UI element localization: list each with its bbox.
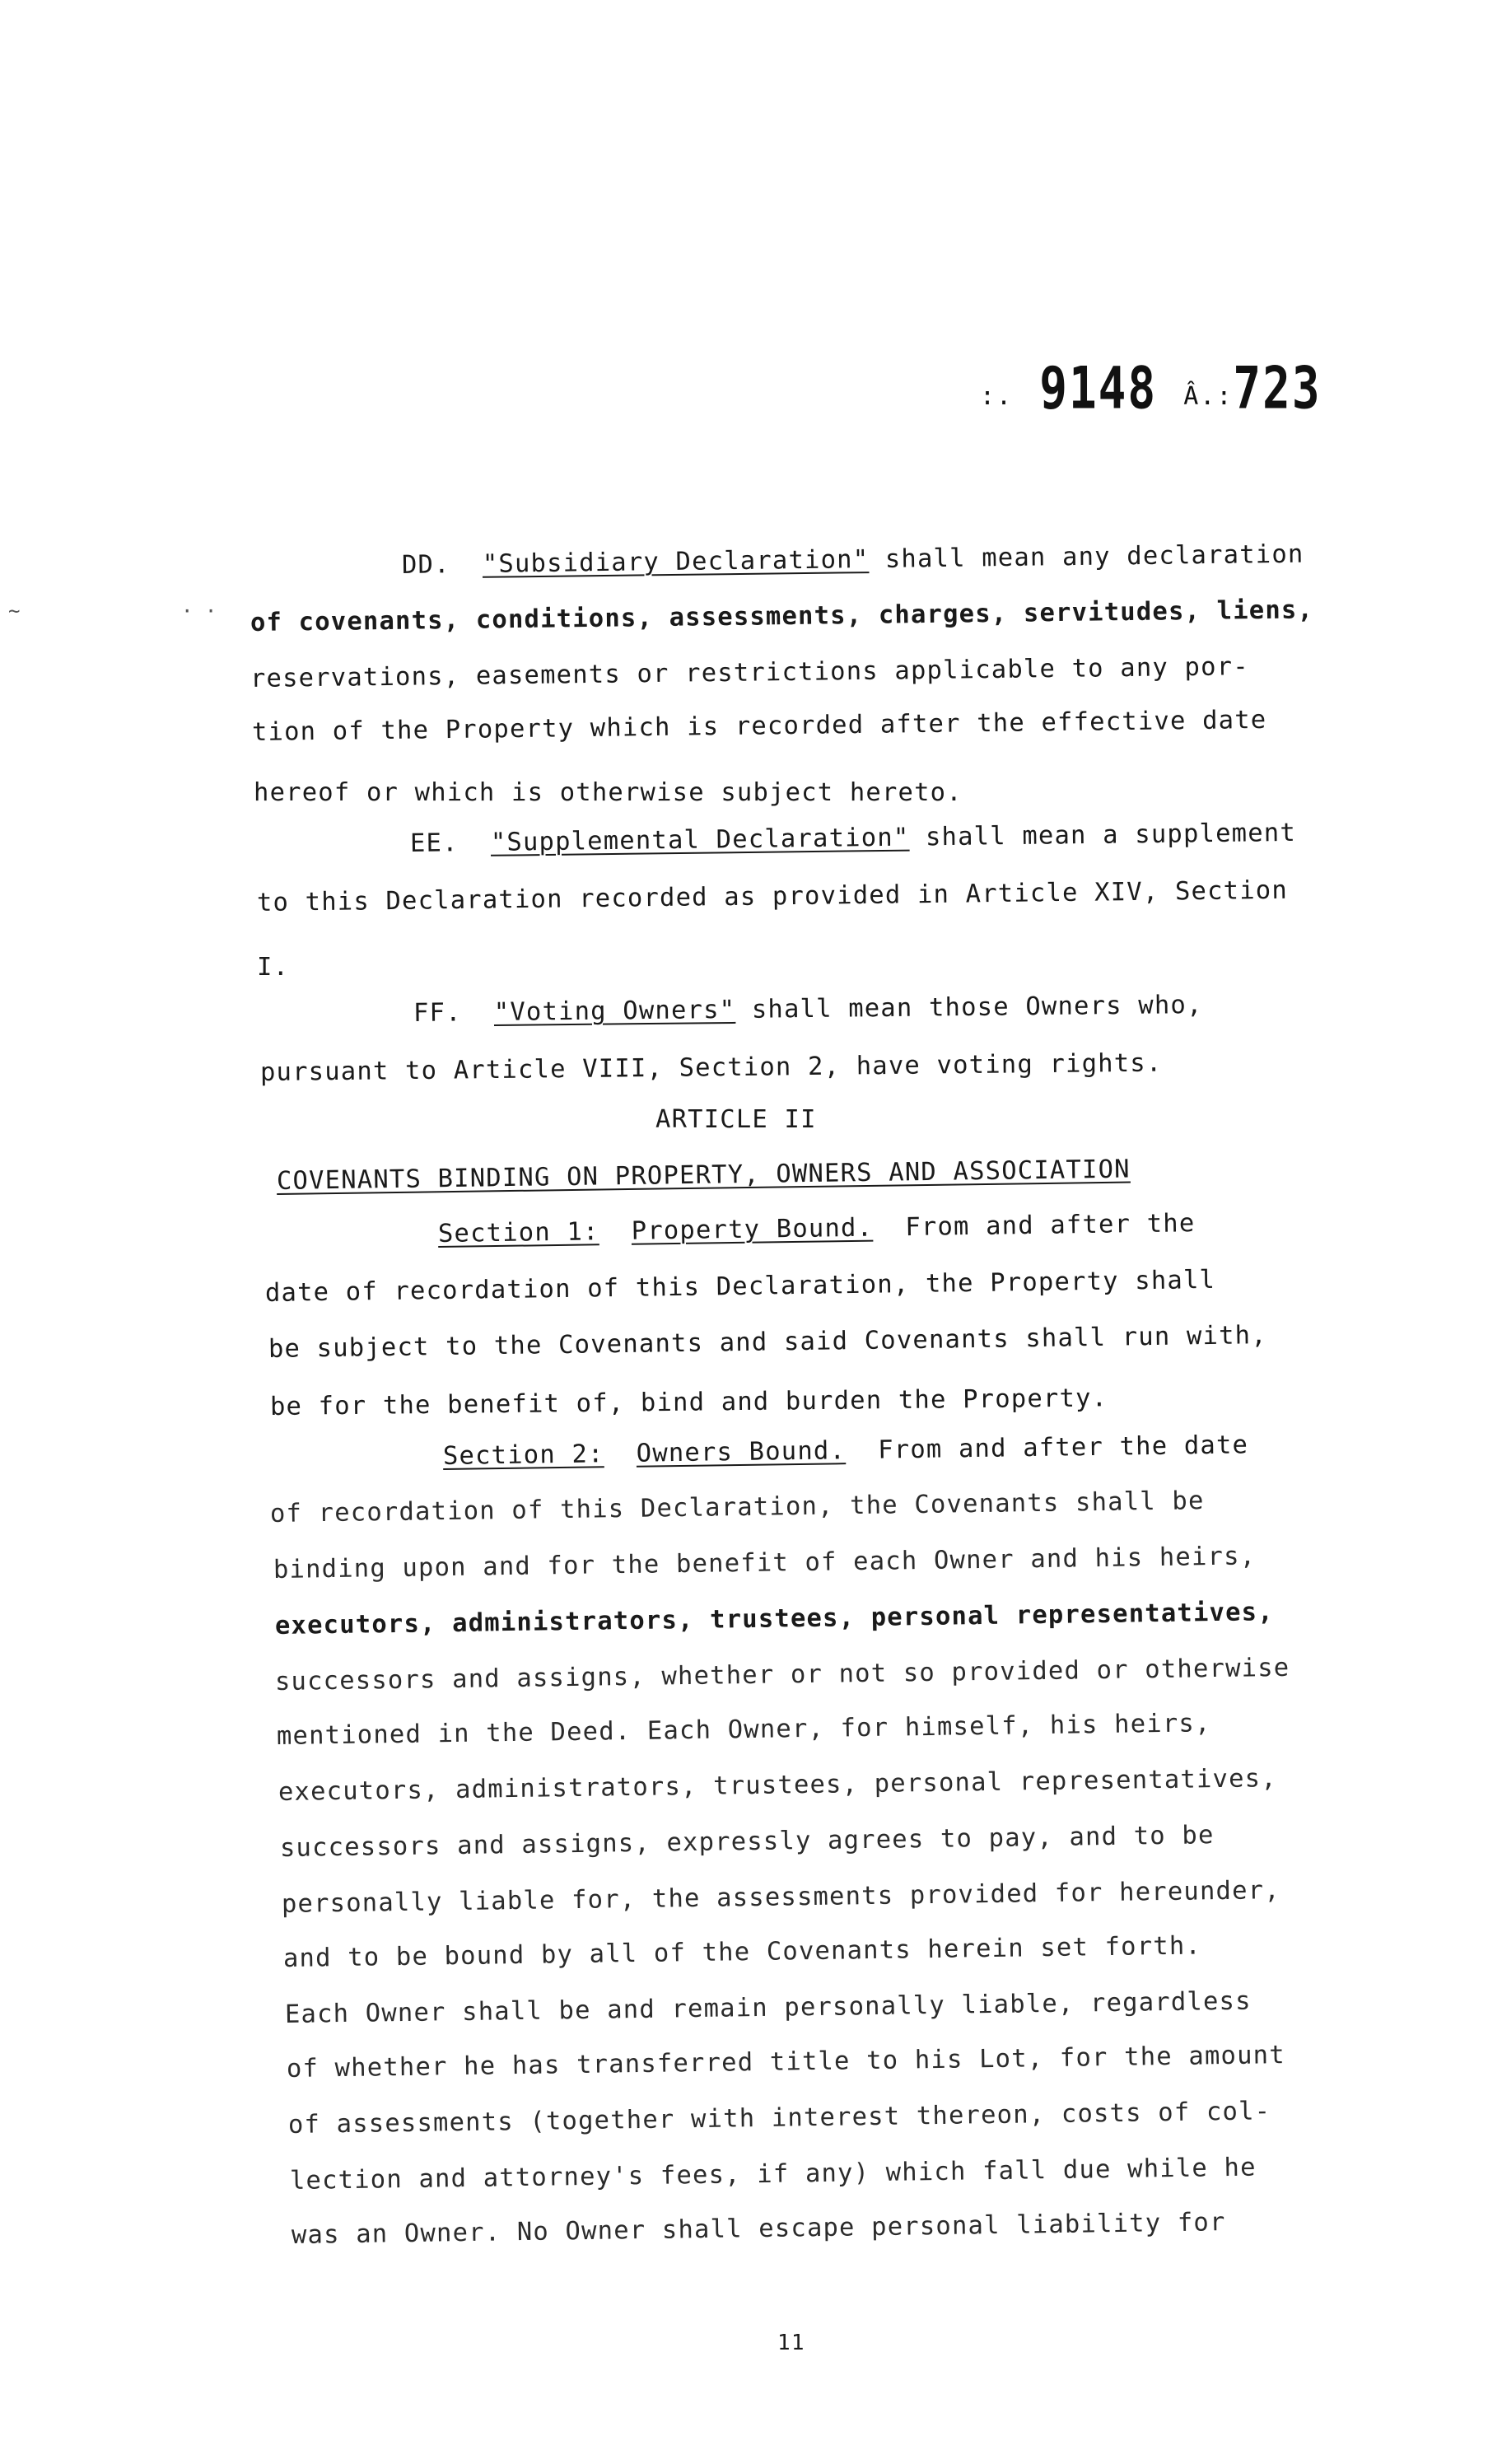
section-2-title: Owners Bound. [636,1436,847,1468]
section-2-line: lection and attorney's fees, if any) which fall due while he [289,2153,1257,2196]
paragraph-dd-text: shall mean any declaration [884,539,1304,574]
paragraph-ee-line-3: I. [257,953,290,982]
paragraph-ff-line-2: pursuant to Article VIII, Section 2, have voting rights. [259,1048,1163,1087]
section-1-line-4: be for the benefit of, bind and burden the Property. [269,1384,1108,1421]
section-2-label: Section 2: [442,1440,604,1471]
section-2-line: successors and assigns, whether or not so provided or otherwise [274,1653,1290,1696]
paragraph-ee-line-1 [409,818,1297,858]
section-2-line: Each Owner shall be and remain personally liable, regardless [284,1986,1252,2029]
article-heading: ARTICLE II [655,1105,817,1134]
section-1-title: Property Bound. [631,1213,874,1246]
section-1-line-3: be subject to the Covenants and said Covenants shall run with, [268,1321,1268,1364]
section-2-line: executors, administrators, trustees, personal representatives, [274,1598,1275,1640]
paragraph-ff-text: shall mean those Owners who, [751,990,1203,1024]
stray-mark: · · [181,600,217,623]
paragraph-dd-line-2: of covenants, conditions, assessments, charges, servitudes, liens, [250,595,1314,637]
section-1-line-1 [438,1211,1196,1247]
section-2-line: was an Owner. No Owner shall escape personal liability for [291,2208,1226,2250]
stray-mark: ~ [8,600,21,623]
stamp-prefix: :. [980,382,1014,411]
section-2-line: and to be bound by all of the Covenants herein set forth. [282,1931,1202,1973]
paragraph-dd-line-5: hereof or which is otherwise subject hereto. [254,778,963,807]
paragraph-ff-label: FF. [413,998,462,1028]
paragraph-ff-term: "Voting Owners" [493,995,736,1027]
section-2-text: From and after the date [877,1430,1249,1465]
paragraph-dd-term: "Subsidiary Declaration" [482,545,870,579]
section-2-line: binding upon and for the benefit of each Owner and his heirs, [273,1542,1257,1584]
section-2-line: executors, administrators, trustees, personal representatives, [278,1764,1278,1807]
section-1-line-2: date of recordation of this Declaration, the Property shall [264,1265,1216,1308]
paragraph-ee-text: shall mean a supplement [925,818,1297,852]
stamp-page-number: 723 [1233,355,1322,423]
section-2-line: of assessments (together with interest thereon, costs of col- [287,2097,1271,2140]
book-page-stamp [980,355,1322,423]
stamp-separator: Â.: [1183,382,1234,411]
paragraph-ee-line-2: to this Declaration recorded as provided in Article XIV, Section [256,875,1289,917]
paragraph-dd-line-4: tion of the Property which is recorded after the effective date [251,705,1267,747]
paragraph-dd-label: DD. [401,550,450,580]
section-1-text: From and after the [905,1209,1196,1243]
article-title: COVENANTS BINDING ON PROPERTY, OWNERS AND ASSOCIATION [276,1155,1131,1196]
section-2-line-1 [442,1430,1249,1471]
stamp-book-number: 9148 [1039,355,1158,423]
section-2-line: successors and assigns, expressly agrees to pay, and to be [279,1821,1215,1863]
section-1-label: Section 1: [437,1217,599,1248]
paragraph-dd-line-1 [401,539,1304,580]
paragraph-dd-line-3: reservations, easements or restrictions applicable to any por- [250,652,1250,693]
section-2-line: mentioned in the Deed. Each Owner, for himself, his heirs, [276,1709,1211,1751]
paragraph-ee-term: "Supplemental Declaration" [490,823,910,857]
page-number: 11 [777,2331,805,2355]
section-2-line: personally liable for, the assessments provided for hereunder, [281,1876,1281,1919]
section-2-line: of whether he has transferred title to his Lot, for the amount [286,2041,1286,2084]
section-2-line: of recordation of this Declaration, the Covenants shall be [269,1486,1205,1528]
paragraph-ff-line-1 [413,990,1203,1028]
paragraph-ee-label: EE. [409,828,459,858]
